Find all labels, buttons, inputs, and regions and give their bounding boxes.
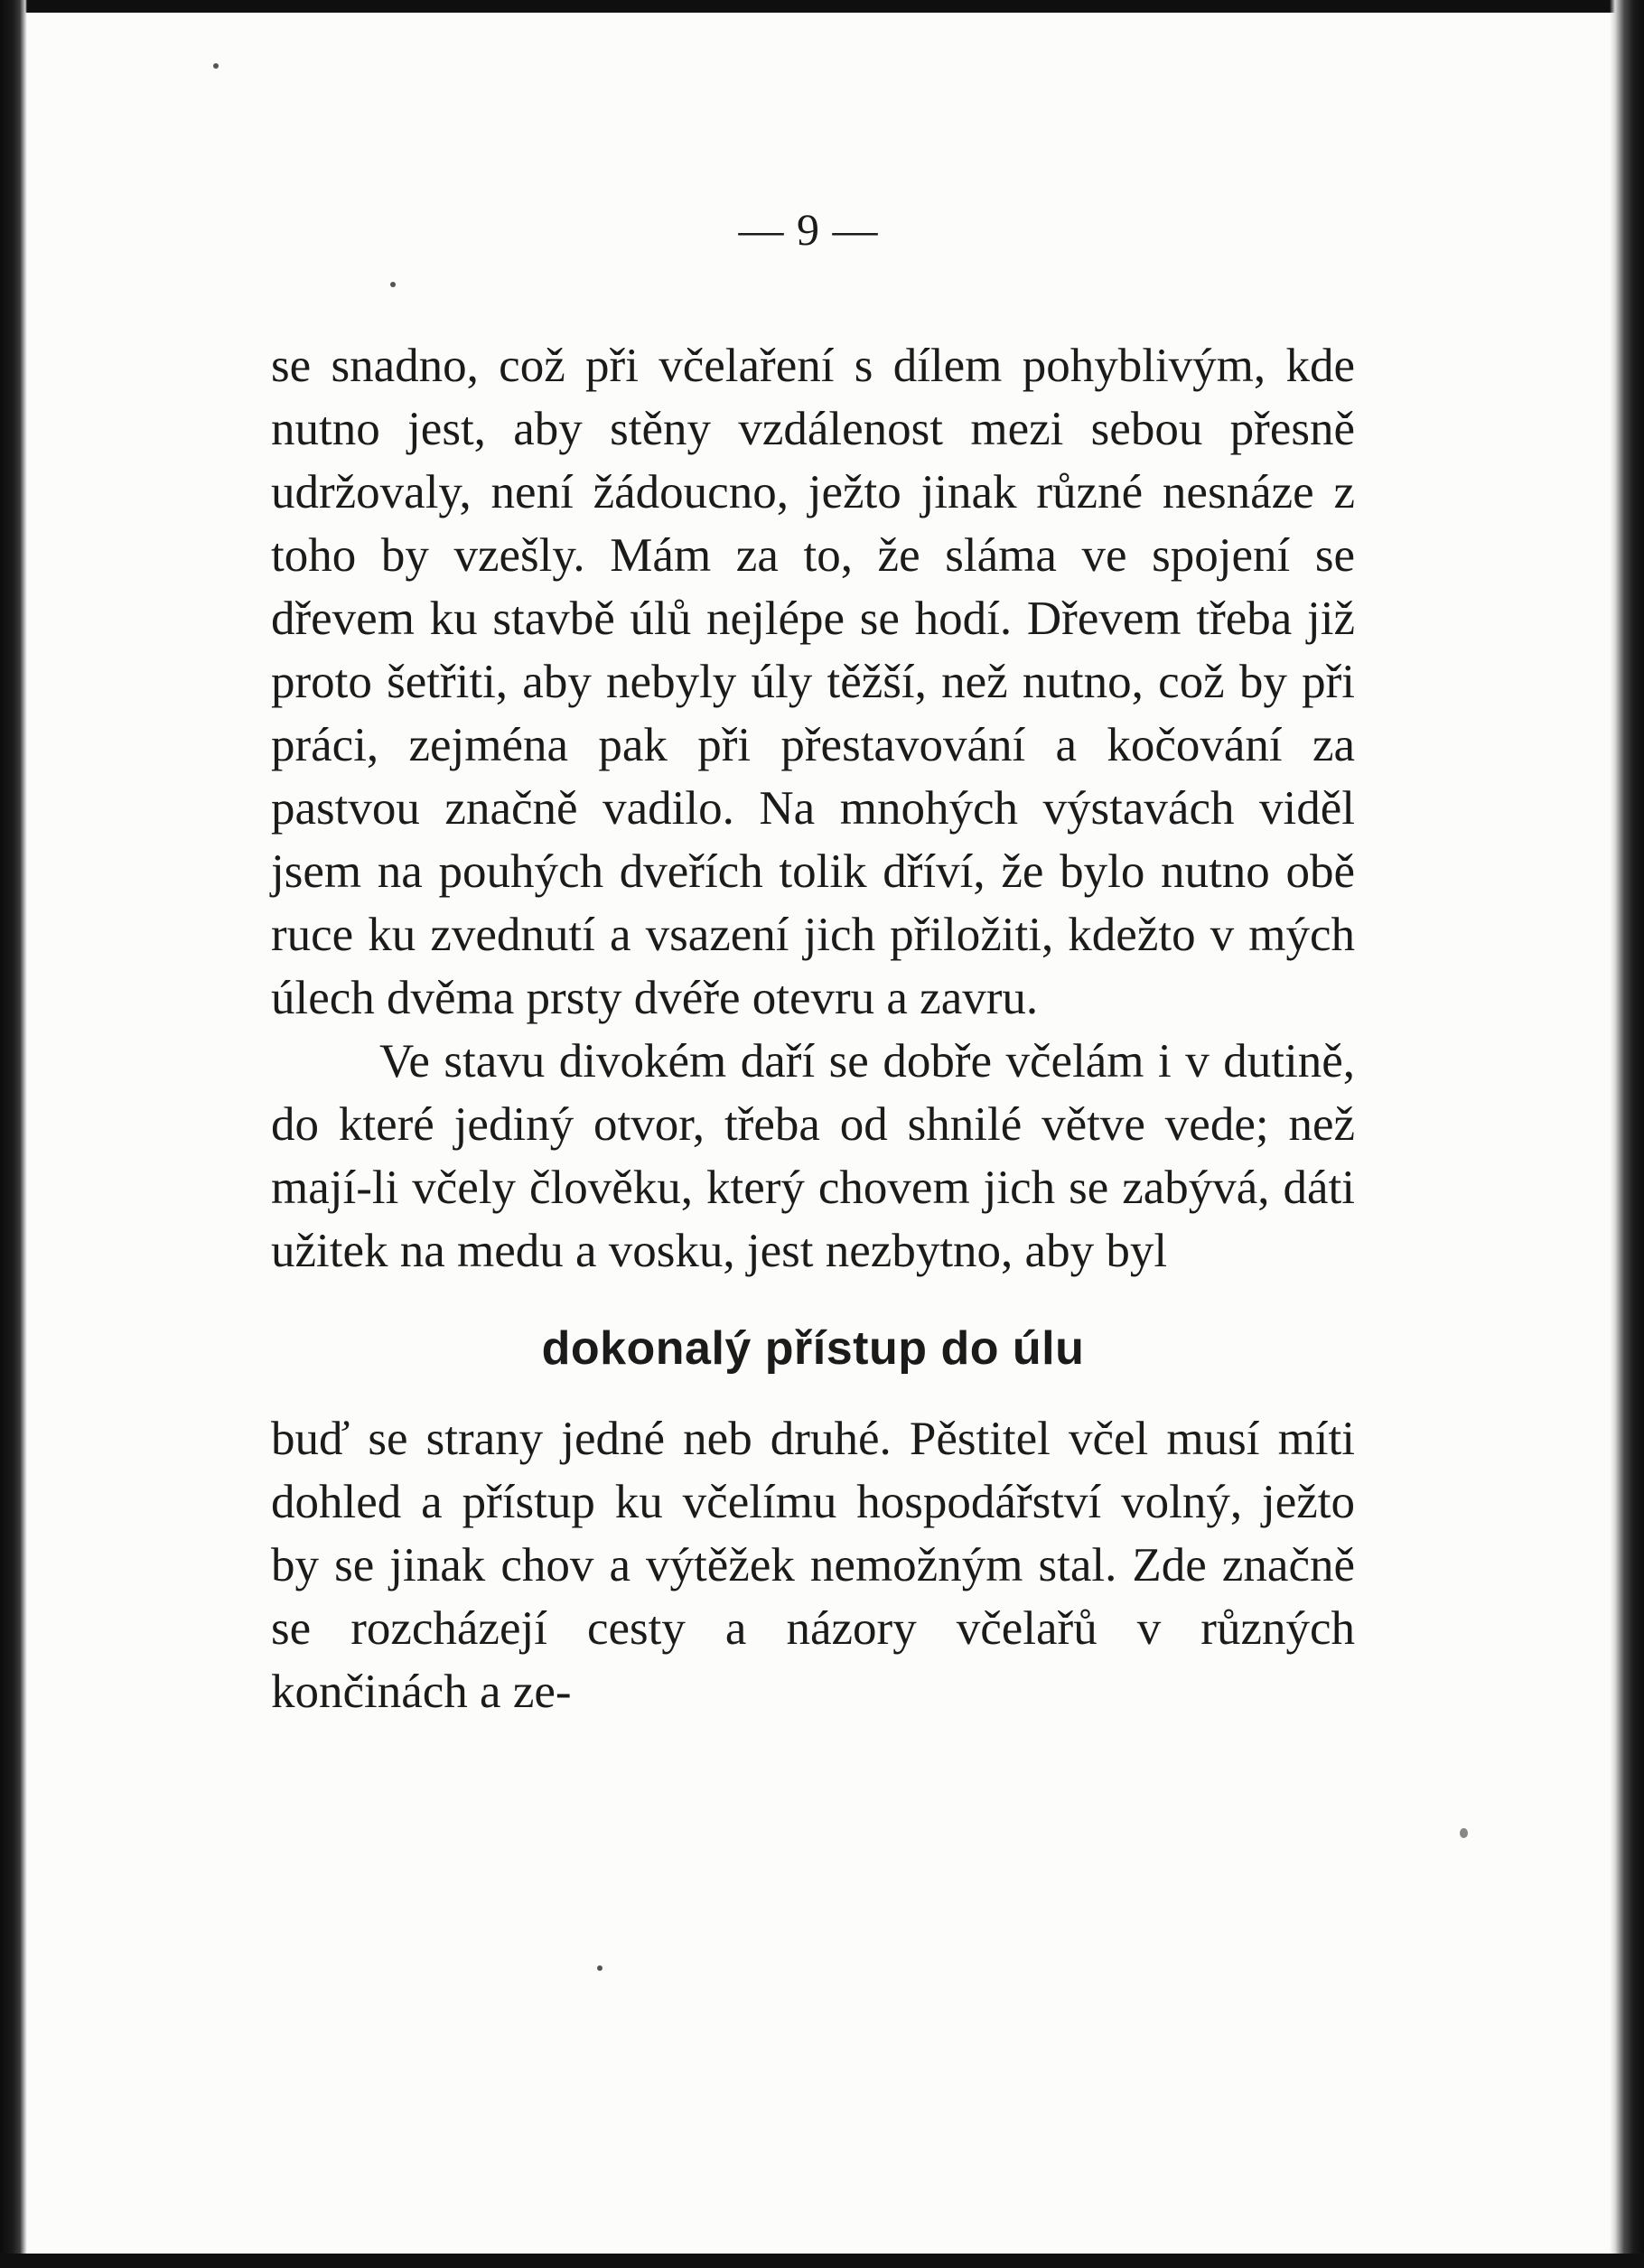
print-speck xyxy=(1460,1828,1468,1838)
scan-border-right xyxy=(1610,0,1644,2268)
scan-border-left xyxy=(0,0,27,2268)
print-speck xyxy=(213,63,219,69)
print-speck xyxy=(390,282,396,287)
paragraph: se snadno, což při včelaření s dílem pohyblivým, kde nutno jest, aby stěny vzdálenost mezi sebou přesně udržovaly, není žádoucno, ježto jinak různé nesnáze z toho by vzešly. Mám za to, že sláma ve spojení se dřevem ku stavbě úlů nejlépe se hodí. Dřevem třeba již proto šetřiti, aby nebyly úly těžší, než nutno, což by při práci, zejména pak při přestavování a kočování za pastvou značně vadilo. Na mnohých výstavách viděl jsem na pouhých dveřích tolik dříví, že bylo nutno obě ruce ku zvednutí a vsazení jich přiložiti, kdežto v mých úlech dvěma prsty dvéře otevru a zavru. xyxy=(271,340,1355,1024)
body-text xyxy=(271,334,1355,1723)
page-number: — 9 — xyxy=(738,204,879,255)
print-speck xyxy=(597,1965,602,1971)
scan-border-bottom xyxy=(0,2254,1644,2268)
paragraph: Ve stavu divokém daří se dobře včelám i v dutině, do které jediný otvor, třeba od shnilé větve vede; než mají-li včely člověku, který chovem jich se zabývá, dáti užitek na medu a vosku, jest nezbytno, aby byl xyxy=(271,1035,1355,1277)
section-heading: dokonalý přístup do úlu xyxy=(541,1322,1085,1375)
paragraph: buď se strany jedné neb druhé. Pěstitel včel musí míti dohled a přístup ku včelímu hospodářství volný, ježto by se jinak chov a výtěžek nemožným stal. Zde značně se rozcházejí cesty a názory včelařů v různých končinách a ze- xyxy=(271,1413,1355,1718)
scan-border-top xyxy=(0,0,1644,13)
